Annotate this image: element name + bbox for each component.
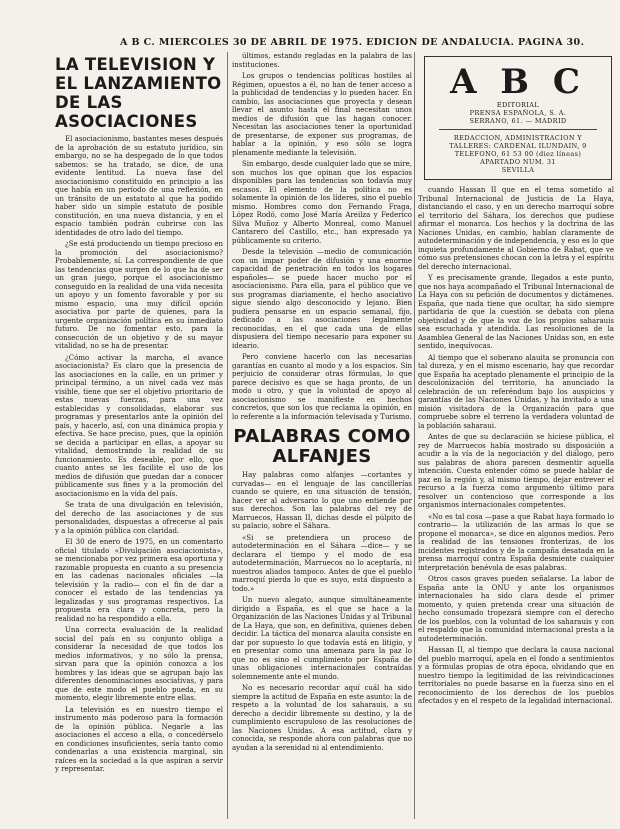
paragraph: Un nuevo alegato, aunque simultáneamente dirigido a España, es el que se hace a la Organización de las Naciones Unidas y al Tribunal de La Haya, que son, en definitiva, quienes deben decidir. La táctica del monarca alauita consiste en dar por supuesto lo que todavía está en litigio, y en presentar como una amenaza para la paz lo que no es sino el cumplimiento por España de unas obligaciones internacionales contraídas solemnemente ante el mundo. bbox=[232, 596, 412, 681]
paragraph: últimos, estando regladas en la palabra de las instituciones. bbox=[232, 52, 412, 69]
paragraph: No es necesario recordar aquí cuál ha sido siempre la actitud de España en este asunto: la de respeto a la voluntad de los saharauis, a su derecho a decidir libremente su destino, y la de cumplimiento escrupuloso de las resoluciones de las Naciones Unidas. A esa actitud, clara y conocida, se responde ahora con palabras que no ayudan a la serenidad ni al entendimiento. bbox=[232, 684, 412, 752]
paragraph: «Si se pretendiera un proceso de autodeterminación en el Sáhara —dice— y se declarara el tiempo y el modo de esa autodeterminación, Marruecos no lo aceptaría, ni nuestros aliados tampoco. Antes de que el pueblo marroquí pierda lo que es suyo, está dispuesto a todo.» bbox=[232, 533, 412, 593]
paragraph: Pero conviene hacerlo con las necesarias garantías en cuanto al modo y a los espacios. Sin perjuicio de considerar otras fórmulas, lo que parece decisivo es que se haga pronto, de un modo u otro, y que la voluntad de apoyo al asociacionismo se manifieste en hechos concretos, que son los que reclama la opinión, en lo referente a la información televisada y Turismo. bbox=[232, 353, 412, 421]
address-line: TELEFONO, 61 53 00 (diez líneas) bbox=[454, 150, 582, 158]
paragraph: Una correcta evaluación de la realidad social del país en su conjunto obliga a considerar la necesidad de que todos los medios informativos, y no sólo la prensa, sirvan para que la opinión conozca a los hombres y las ideas que se agrupan bajo las diferentes denominaciones asociativas, y para que de este modo el pueblo pueda, en su momento, elegir libremente entre ellas. bbox=[55, 626, 223, 702]
paragraph: Y es precisamente grande, llegados a este punto, que nos haya acompañado el Tribunal Internacional de La Haya con su petición de documentos y dictámenes. España, que nada tiene que ocultar, ha sido siempre partidaria de que la cuestión se debata con plena objetividad y de que la voz de los propios saharauis sea escuchada y atendida. Las resoluciones de la Asamblea General de las Naciones Unidas son, en este sentido, inequívocas. bbox=[418, 274, 614, 350]
article-body bbox=[55, 135, 223, 774]
paragraph: Los grupos o tendencias políticas hostiles al Régimen, opuestos a él, no han de tener acceso a la publicidad de tendencias y lo pueden hacer. En cambio, las asociaciones que proyecta y desean llevar el asunto hasta el final necesitan unos medios de difusión que las hagan conocer. Necesitan las asociaciones tener la oportunidad de presentarse, de exponer sus programas, de hablar a la opinión, y eso sólo se logra plenamente mediante la televisión. bbox=[232, 72, 412, 157]
paragraph: El 30 de enero de 1975, en un comentario oficial titulado «Divulgación asociacionista», se mencionaba por vez primera esa oportuna y razonable propuesta en cuanto a su presencia en las cadenas nacionales oficiales —la televisión y la radio— con el fin de dar a conocer el estado de las tendencias ya legalizadas y sus programas respectivos. La propuesta era clara y concreta, pero la realidad no ha respondido a ella. bbox=[55, 538, 223, 623]
paragraph: Otros casos graves pueden señalarse. La labor de España ante la ONU y ante los organismos internacionales ha sido clara desde el primer momento, y quien pretenda crear una situación de hecho consumado tropezará siempre con el derecho de los pueblos, con la voluntad de los saharauis y con el respaldo que la comunidad internacional presta a la autodeterminación. bbox=[418, 575, 614, 643]
paragraph: Se trata de una divulgación en televisión, del derecho de las asociaciones y de sus personalidades, dispuestas a ofrecerse al país y a la opinión pública con claridad. bbox=[55, 501, 223, 535]
publisher-line: SERRANO, 61. — MADRID bbox=[469, 117, 567, 125]
paragraph: Antes de que su declaración se hiciese pública, el rey de Marruecos había mostrado su disposición a acudir a la vía de la negociación y del diálogo, pero sus palabras de ahora parecen desmentir aquella intención. Cuesta entender cómo se puede hablar de paz en la región y, al mismo tiempo, dejar entrever el recurso a la fuerza como argumento último para resolver un contencioso que corresponde a los organismos internacionales competentes. bbox=[418, 433, 614, 509]
column-3 bbox=[418, 52, 614, 821]
address-line: REDACCION, ADMINISTRACION Y bbox=[453, 134, 583, 142]
paragraph: El asociacionismo, bastantes meses después de la aprobación de su estatuto jurídico, sin embargo, no se ha despegado de lo que todos sabemos: se ha tratado, se dice, de una evidente lentitud. La nueva fase del asociacionismo constituido en principio a las que había en un período de una reflexión, en un tránsito de un estatuto al que ha podido haber sido un simple estatuto de posible constitución, en una nueva distancia, y en el espacio también podrán cubrirse con las identidades de otro lado del tiempo. bbox=[55, 135, 223, 237]
paragraph: Hassan II, al tiempo que declara la causa nacional del pueblo marroquí, apela en el fondo a sentimientos y a fórmulas propias de otra época, olvidando que en nuestro tiempo la legitimidad de las reivindicaciones territoriales no puede basarse en la fuerza sino en el reconocimiento de los derechos de los pueblos afectados y en el respeto de la legalidad internacional. bbox=[418, 646, 614, 705]
abc-logo: A B C bbox=[450, 62, 586, 102]
paragraph: Desde la televisión —medio de comunicación con un impar poder de difusión y una enorme capacidad de penetración en todos los hogares españoles— se puede hacer mucho por el asociacionismo. Para ella, para el público que ve sus programas diariamente, el hecho asociativo sigue siendo algo desconocido y lejano. Bien pudiera pensarse en un espacio semanal, fijo, dedicado a las asociaciones legalmente reconocidas, en el que cada una de ellas dispusiera del tiempo necesario para exponer su ideario. bbox=[232, 248, 412, 350]
paragraph: Sin embargo, desde cualquier lado que se mire, son muchos los que opinan que los espacios disponibles para las tendencias son todavía muy escasos. El elemento de la política no es solamente la opinión de los líderes, sino el pueblo mismo. Hombres como don Fernando Fraga, López Rodó, como José María Areilza y Federico Silva Muñoz y Alberto Monreal, como Manuel Cantarero del Castillo, etc., han expresado ya públicamente su criterio. bbox=[232, 160, 412, 245]
publisher-line: EDITORIAL bbox=[496, 101, 540, 109]
abc-masthead-box bbox=[424, 56, 612, 180]
paragraph: ¿Se está produciendo un tiempo precioso en la promoción del asociacionismo? Probablemente, sí. La correspondiente de que las tendencias que surgen de lo que ha de ser un gran juego, porque el asociacionismo conseguido en la realidad de una vida necesita un apoyo y un fomento favorable y por su mismo espacio, una muy difícil opción asociativa por parte de quienes, para la urgente organización política en su inmediato futuro. De no fomentar esto, para la consecución de un objetivo y de su mayor vitalidad, no se ha de presentar. bbox=[55, 240, 223, 350]
page-header: A B C. MIERCOLES 30 DE ABRIL DE 1975. EDICION DE ANDALUCIA. PAGINA 30. bbox=[120, 37, 585, 48]
paragraph: cuando Hassan II que en el tema sometido al Tribunal Internacional de Justicia de La Haya, distanciando el caso, y en un derecho marroquí sobre el territorio del Sáhara, los derechos que pudiese afirmar el monarca. Los hechos y la doctrina de las Naciones Unidas, en cambio, hablan claramente de autodeterminación y de independencia, y eso es lo que inquieta profundamente al Gobierno de Rabat, que ve cómo sus pretensiones chocan con la letra y el espíritu del derecho internacional. bbox=[418, 186, 614, 271]
address-line: TALLERES: CARDENAL ILUNDAIN, 9 bbox=[449, 142, 587, 150]
paragraph: Hay palabras como alfanjes —cortantes y curvadas— en el lenguaje de las cancillerías cuando se quiere, en una situación de tensión, hacer ver al adversario lo que uno entiende por sus derechos. Son las palabras del rey de Marruecos, Hassan II, dichas desde el púlpito de su palacio, sobre el Sáhara. bbox=[232, 471, 412, 530]
column-1 bbox=[55, 52, 223, 821]
column-rule bbox=[414, 52, 415, 819]
divider bbox=[439, 129, 597, 130]
paragraph: Al tiempo que el soberano alauita se pronuncia con tal dureza, y en el mismo escenario, hay que recordar que España ha aceptado plenamente el principio de la descolonización del territorio, ha anunciado la celebración de un referéndum bajo los auspicios y garantías de las Naciones Unidas, y ha invitado a una misión visitadora de la Organización para que compruebe sobre el terreno la verdadera voluntad de la población saharaui. bbox=[418, 353, 614, 430]
column-rule bbox=[227, 52, 228, 819]
paragraph: «No es tal cosa —pase a que Rabat haya formado lo contrario— la utilización de las armas lo que se propone el monarca», se dice en algunos medios. Pero la realidad de las tensiones fronterizas, de los incidentes registrados y de la campaña desatada en la prensa marroquí contra España desmiente cualquier interpretación benévola de esas palabras. bbox=[418, 512, 614, 572]
address-line: APARTADO NUM. 31 bbox=[480, 158, 556, 166]
column-2 bbox=[232, 52, 412, 821]
paragraph: ¿Cómo activar la marcha, el avance asociacionista? Es claro que la presencia de las asociaciones en la calle, en un primer y principal término, a un nivel cada vez más visible, tiene que ser el objetivo prioritario de estas nuevas fuerzas, para una vez establecidas y consolidadas, elaborar sus programas y presentarlos ante la opinión del país, y hacerlo, así, con una dinámica propia y efectiva. Se hace preciso, pues, que la opinión se decida a participar en ellas, a apoyar su vitalidad, demostrando la realidad de su funcionamiento. Es deseable, por ello, que cuanto antes se les facilite el uso de los medios de difusión que puedan dar a conocer públicamente sus fines y a la promoción del asociacionismo en la vida del país. bbox=[55, 353, 223, 498]
article-headline: LA TELEVISION Y EL LANZAMIENTO DE LAS ASOCIACIONES bbox=[55, 55, 222, 131]
article-headline: PALABRAS COMO ALFANJES bbox=[233, 426, 411, 467]
paragraph: La televisión es en nuestro tiempo el instrumento más poderoso para la formación de la opinión pública. Negarle a las asociaciones el acceso a ella, o concedérselo en condiciones insuficientes, sería tanto como condenarlas a una existencia marginal, sin raíces en la sociedad a la que aspiran a servir y representar. bbox=[55, 705, 223, 773]
publisher-line: PRENSA ESPAÑOLA, S. A. bbox=[469, 109, 567, 117]
address-line: SEVILLA bbox=[501, 166, 535, 174]
